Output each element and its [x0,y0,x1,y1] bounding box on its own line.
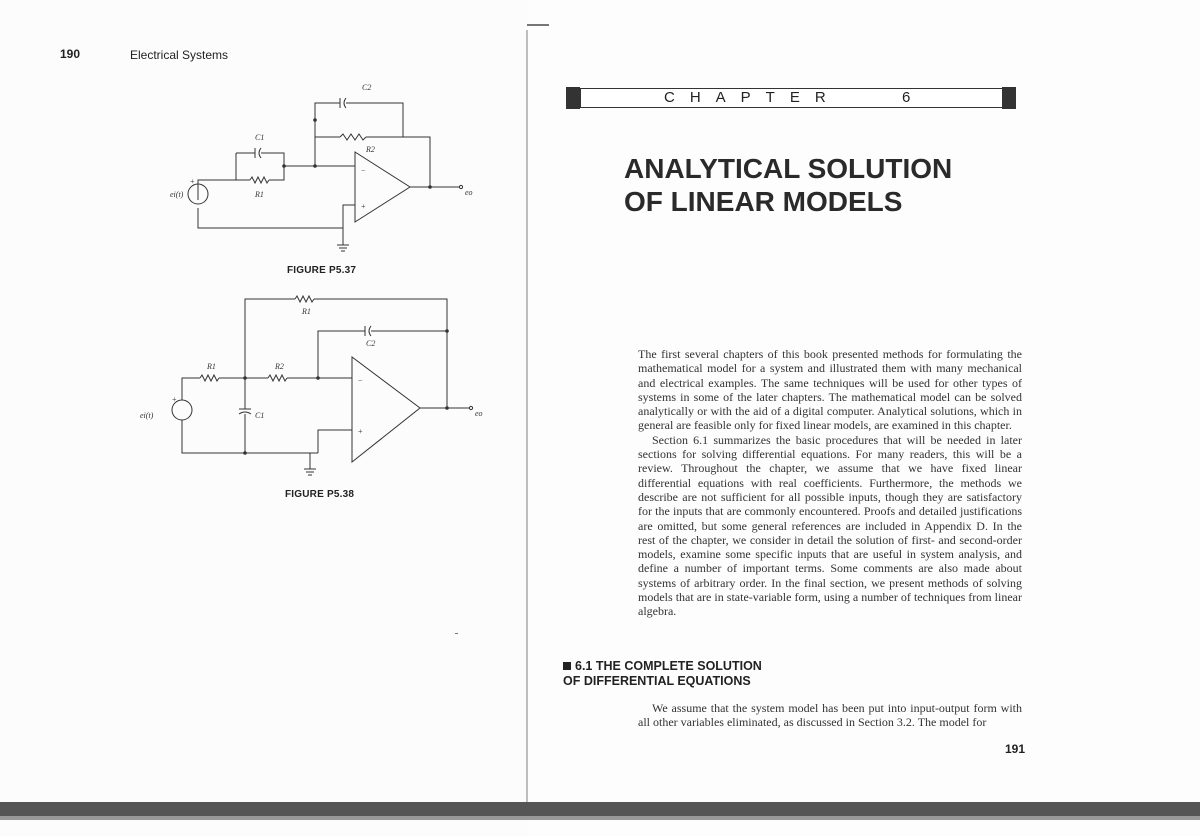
label-c2: C2 [366,339,376,348]
section-paragraph: We assume that the system model has been put into input-output form with all other variables eliminated, as discussed in Section 3.2. The model for [638,701,1022,730]
intro-text [638,347,1022,619]
gutter-mark [527,24,549,26]
svg-text:+: + [361,202,366,211]
chapter-title-line-1: ANALYTICAL SOLUTION [624,153,953,184]
section-bullet-icon [563,662,571,670]
figure-p5-37-caption: FIGURE P5.37 [287,265,357,276]
label-source: ei(t) [140,411,154,420]
label-source: ei(t) [170,190,184,199]
label-r2: R2 [275,362,284,371]
svg-text:−: − [361,166,366,175]
label-c2: C2 [362,83,372,92]
section-heading [563,659,762,689]
section-heading-line-1: 6.1 THE COMPLETE SOLUTION [575,659,762,673]
svg-text:+: + [190,177,195,186]
label-c1: C1 [255,411,265,420]
banner-right-block [1002,87,1016,109]
label-c1: C1 [255,133,265,142]
stray-mark [455,633,458,634]
label-r1-top: R1 [302,307,311,316]
running-head: Electrical Systems [130,48,229,62]
chapter-number: 6 [902,89,911,106]
scan-bottom-edge-shadow [0,816,1200,820]
right-page-number: 191 [1005,742,1026,756]
chapter-label: CHAPTER [664,89,841,106]
section-heading-line-2: OF DIFFERENTIAL EQUATIONS [563,674,751,688]
svg-text:−: − [358,376,363,385]
intro-paragraph-2: Section 6.1 summarizes the basic procedures that will be needed in later sections for solving differential equations. For many readers, this will be a review. Throughout the chapter, we assume that we have fixed linear differential equations with real coefficients. Furthermore, the methods we describe are not sufficient for all possible inputs, though they are satisfactory for the inputs that are commonly encountered. Proofs and detailed justifications are omitted, but some general references are included in Appendix D. In the rest of the chapter, we consider in detail the solution of first- and second-order models, examine some specific inputs that are useful in system analysis, and define a number of important terms. Some comments are also made about systems of arbitrary order. In the final section, we present methods of solving models that are in state-variable form, using a number of techniques from linear algebra. [638,432,1022,619]
label-r2: R2 [366,145,375,154]
label-r1: R1 [255,190,264,199]
label-r1: R1 [207,362,216,371]
figure-p5-38-circuit [0,0,528,520]
scan-bottom-edge [0,802,1200,816]
figure-p5-38-caption: FIGURE P5.38 [285,489,355,500]
section-text [638,701,1022,730]
intro-paragraph-1: The first several chapters of this book presented methods for formulating the mathematical model for a system and illustrated them with many mechanical and electrical examples. The same techniques will be used for other types of systems in some of the later chapters. The mathematical model can be solved analytically or with the aid of a digital computer. Analytical solutions, which in general are feasible only for fixed linear models, are examined in this chapter. [638,347,1022,433]
left-page-number: 190 [60,47,81,61]
label-output: eo [465,188,473,197]
banner-left-block [566,87,580,109]
chapter-title [624,152,952,218]
svg-text:+: + [358,427,363,436]
label-output: eo [475,409,483,418]
svg-text:+: + [172,395,177,404]
chapter-title-line-2: OF LINEAR MODELS [624,186,903,217]
